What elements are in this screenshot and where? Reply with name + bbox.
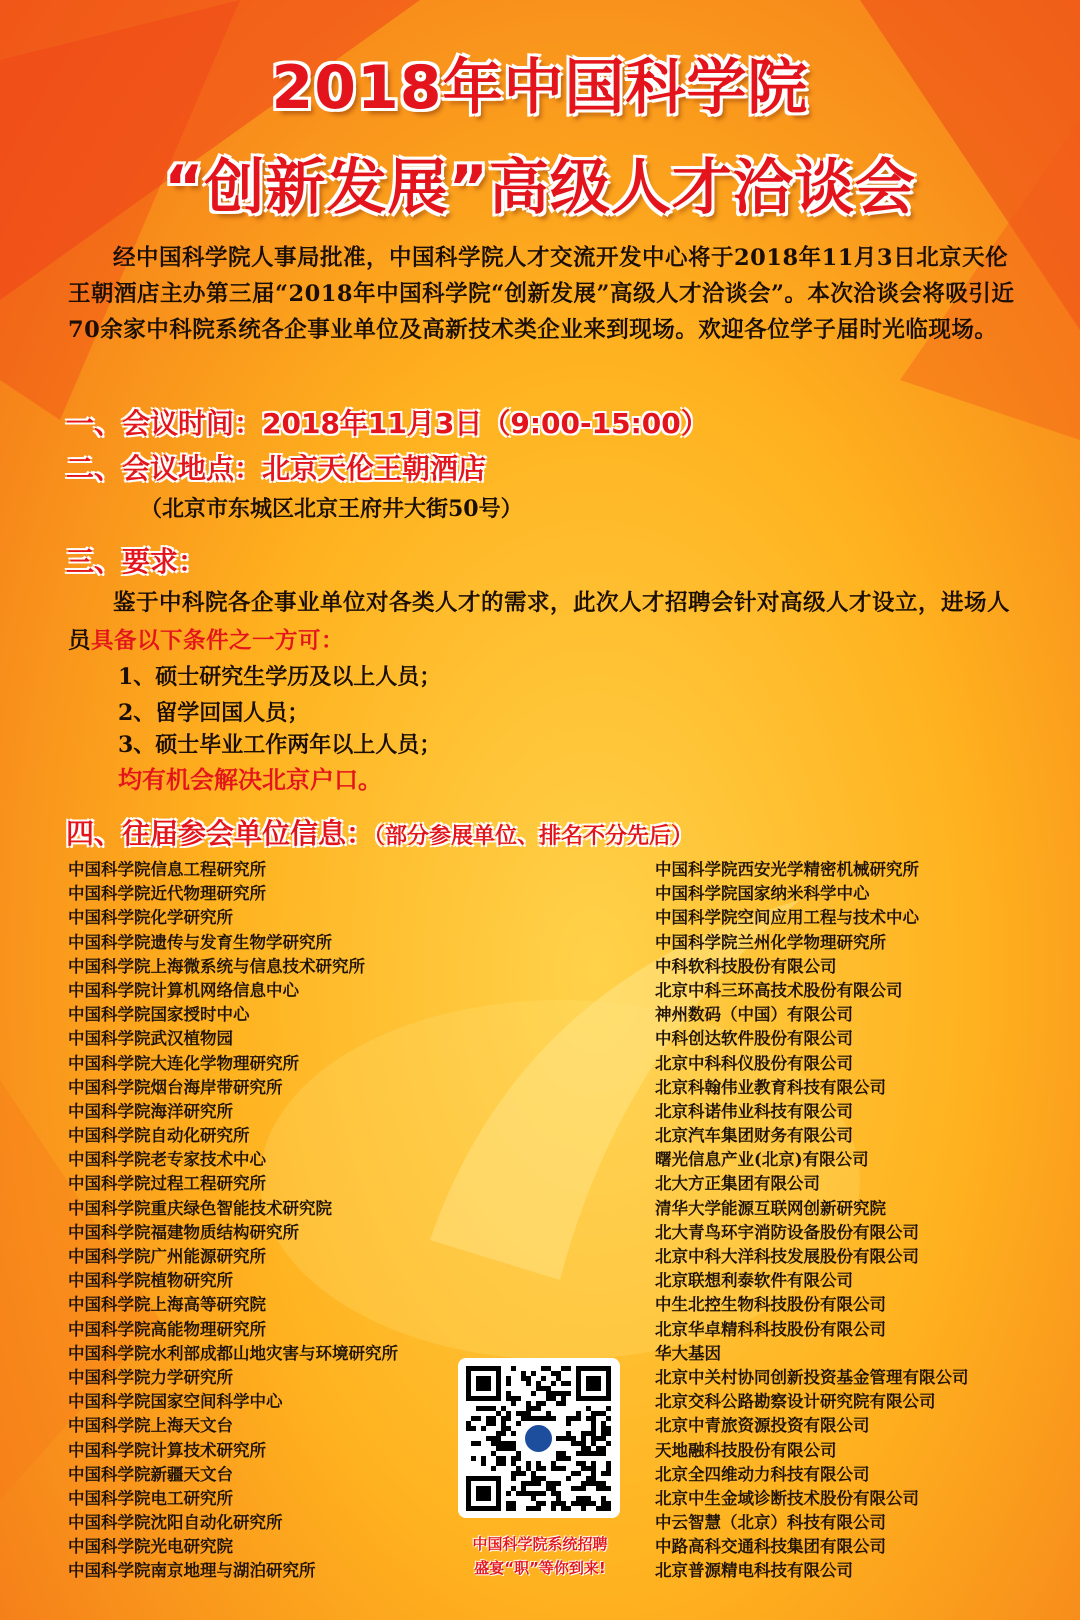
requirements-emphasis: 具备以下条件之一方可： <box>91 628 345 654</box>
unit-list-item: 天地融科技股份有限公司 <box>655 1440 837 1460</box>
unit-list-item: 北京普源精电科技有限公司 <box>655 1561 853 1581</box>
unit-list-item: 中国科学院遗传与发育生物学研究所 <box>68 932 332 952</box>
unit-list-item: 中国科学院国家授时中心 <box>68 1005 250 1025</box>
unit-list-item: 北大方正集团有限公司 <box>655 1174 820 1194</box>
unit-list-item: 中国科学院福建物质结构研究所 <box>68 1222 299 1242</box>
requirement-item-1: 1、硕士研究生学历及以上人员； <box>118 664 442 690</box>
unit-list-item: 中路高科交通科技集团有限公司 <box>655 1537 886 1557</box>
unit-list-item: 中国科学院力学研究所 <box>68 1367 233 1387</box>
unit-list-item: 中国科学院光电研究院 <box>68 1537 233 1557</box>
unit-list-item: 中国科学院植物研究所 <box>68 1271 233 1291</box>
unit-list-item: 中国科学院空间应用工程与技术中心 <box>655 908 919 928</box>
venue-address: （北京市东城区北京王府井大街50号） <box>140 496 523 522</box>
unit-list-item: 中国科学院计算机网络信息中心 <box>68 980 299 1000</box>
unit-list-item: 中国科学院近代物理研究所 <box>68 884 266 904</box>
unit-list-item: 中国科学院老专家技术中心 <box>68 1150 266 1170</box>
unit-list-item: 清华大学能源互联网创新研究院 <box>655 1198 886 1218</box>
qr-code-image <box>458 1358 620 1518</box>
requirement-item-2: 2、留学回国人员； <box>118 700 310 726</box>
unit-list-item: 中国科学院西安光学精密机械研究所 <box>655 860 919 879</box>
unit-list-item: 中国科学院自动化研究所 <box>68 1126 250 1146</box>
unit-list-item: 中国科学院电工研究所 <box>68 1488 233 1508</box>
unit-list-item: 北京中科科仪股份有限公司 <box>655 1053 853 1073</box>
unit-list-item: 北京华卓精科科技股份有限公司 <box>655 1319 886 1339</box>
unit-list-item: 中科软科技股份有限公司 <box>655 956 837 976</box>
section-time: 一、会议时间：2018年11月3日（9:00-15:00） <box>66 407 709 440</box>
unit-list-item: 中科创达软件股份有限公司 <box>655 1029 853 1049</box>
units-note: （部分参展单位、排名不分先后） <box>374 824 694 849</box>
unit-list-item: 华大基因 <box>655 1343 721 1363</box>
unit-list-item: 北京中科三环高技术股份有限公司 <box>655 980 903 1000</box>
poster-title-line1: 2018年中国科学院 <box>271 53 809 123</box>
unit-list-item: 神州数码（中国）有限公司 <box>655 1005 853 1025</box>
unit-list-item: 中国科学院国家空间科学中心 <box>68 1392 283 1412</box>
unit-list-item: 北京中青旅资源投资有限公司 <box>655 1416 870 1436</box>
unit-list-item: 北京交科公路勘察设计研究院有限公司 <box>655 1392 936 1412</box>
unit-list-item: 北京中关村协同创新投资基金管理有限公司 <box>655 1367 969 1387</box>
requirements-paragraph <box>68 584 1018 660</box>
unit-list-item: 中国科学院海洋研究所 <box>68 1101 233 1121</box>
unit-list-item: 曙光信息产业(北京)有限公司 <box>655 1150 869 1170</box>
unit-list-item: 中国科学院上海微系统与信息技术研究所 <box>68 956 365 976</box>
qr-code[interactable] <box>458 1358 620 1518</box>
qr-caption-line1: 中国科学院系统招聘 <box>472 1535 608 1553</box>
unit-list-item: 中国科学院计算技术研究所 <box>68 1440 266 1460</box>
qr-caption-line2: 盛宴“职”等你到来! <box>474 1559 606 1577</box>
unit-list-item: 中国科学院上海天文台 <box>68 1416 233 1436</box>
unit-list-item: 中国科学院广州能源研究所 <box>68 1247 266 1266</box>
unit-list-item: 北京汽车集团财务有限公司 <box>655 1126 853 1146</box>
intro-paragraph: 经中国科学院人事局批准，中国科学院人才交流开发中心将于2018年11月3日北京天伦王朝酒店主办第三届“2018年中国科学院“创新发展”高级人才洽谈会”。本次洽谈会将吸引近70余家中科院系统各企事业单位及高新技术类企业来到现场。欢迎各位学子届时光临现场。 <box>68 245 1015 343</box>
unit-list-item: 中生北控生物科技股份有限公司 <box>655 1295 886 1315</box>
unit-list-item: 中国科学院信息工程研究所 <box>68 860 266 879</box>
unit-list-item: 中国科学院烟台海岸带研究所 <box>68 1077 283 1097</box>
unit-list-item: 中国科学院新疆天文台 <box>68 1464 233 1484</box>
hukou-highlight: 均有机会解决北京户口。 <box>118 765 382 794</box>
requirements-text: 鉴于中科院各企事业单位对各类人才的需求，此次人才招聘会针对高级人才设立，进场人员 <box>68 590 1011 654</box>
unit-list-item: 北京全四维动力科技有限公司 <box>655 1464 870 1484</box>
unit-list-item: 中国科学院水利部成都山地灾害与环境研究所 <box>68 1343 398 1363</box>
requirement-item-3: 3、硕士毕业工作两年以上人员； <box>118 732 442 758</box>
units-list-right <box>655 858 969 1584</box>
unit-list-item: 中国科学院重庆绿色智能技术研究院 <box>68 1198 332 1218</box>
unit-list-item: 中国科学院过程工程研究所 <box>68 1174 266 1194</box>
unit-list-item: 中国科学院国家纳米科学中心 <box>655 884 870 904</box>
unit-list-item: 北京中生金域诊断技术股份有限公司 <box>655 1488 919 1508</box>
section-units <box>66 812 693 852</box>
unit-list-item: 中国科学院武汉植物园 <box>68 1029 233 1049</box>
unit-list-item: 中国科学院大连化学物理研究所 <box>68 1053 299 1073</box>
unit-list-item: 北京中科大洋科技发展股份有限公司 <box>655 1247 919 1266</box>
section-place: 二、会议地点：北京天伦王朝酒店 <box>66 452 487 485</box>
unit-list-item: 北京联想利泰软件有限公司 <box>655 1271 853 1291</box>
unit-list-item: 中国科学院上海高等研究院 <box>68 1295 266 1315</box>
unit-list-item: 中国科学院化学研究所 <box>68 908 233 928</box>
units-list-left <box>68 858 398 1584</box>
unit-list-item: 北京科翰伟业教育科技有限公司 <box>655 1077 886 1097</box>
unit-list-item: 北京科诺伟业科技有限公司 <box>655 1101 853 1121</box>
unit-list-item: 中国科学院南京地理与湖泊研究所 <box>68 1561 316 1581</box>
unit-list-item: 中国科学院高能物理研究所 <box>68 1319 266 1339</box>
unit-list-item: 中国科学院兰州化学物理研究所 <box>655 932 886 952</box>
unit-list-item: 中云智慧（北京）科技有限公司 <box>655 1513 886 1533</box>
units-title: 四、往届参会单位信息： <box>66 817 375 850</box>
poster-title-line2: “创新发展”高级人才洽谈会 <box>164 153 916 223</box>
section-requirements: 三、要求： <box>66 545 207 578</box>
unit-list-item: 北大青鸟环宇消防设备股份有限公司 <box>655 1222 919 1242</box>
unit-list-item: 中国科学院沈阳自动化研究所 <box>68 1513 283 1533</box>
